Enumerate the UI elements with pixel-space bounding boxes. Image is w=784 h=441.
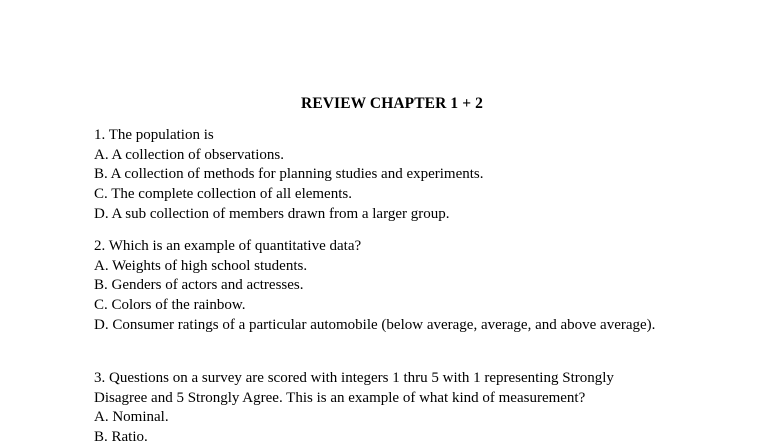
question-2 <box>94 237 714 336</box>
question-3 <box>94 369 714 441</box>
answer-option-b: B. Ratio. <box>94 429 148 441</box>
answer-option-a: A. A collection of observations. <box>94 146 284 163</box>
answer-option-a: A. Nominal. <box>94 409 169 426</box>
question-prompt-line-2: Disagree and 5 Strongly Agree. This is an example of what kind of measurement? <box>94 389 586 406</box>
page-title: REVIEW CHAPTER 1 + 2 <box>301 95 483 112</box>
answer-option-b: B. A collection of methods for planning studies and experiments. <box>94 166 484 183</box>
question-prompt: 1. The population is <box>94 127 214 143</box>
question-prompt-line-1: 3. Questions on a survey are scored with integers 1 thru 5 with 1 representing Strongly <box>94 370 614 386</box>
answer-option-b: B. Genders of actors and actresses. <box>94 277 304 294</box>
question-1 <box>94 126 714 225</box>
answer-option-c: C. Colors of the rainbow. <box>94 297 246 314</box>
question-prompt: 2. Which is an example of quantitative data? <box>94 238 362 254</box>
answer-option-a: A. Weights of high school students. <box>94 257 308 274</box>
answer-option-d: D. Consumer ratings of a particular automobile (below average, average, and above average). <box>94 316 656 333</box>
answer-option-d: D. A sub collection of members drawn from a larger group. <box>94 205 450 222</box>
answer-option-c: C. The complete collection of all elements. <box>94 186 352 203</box>
